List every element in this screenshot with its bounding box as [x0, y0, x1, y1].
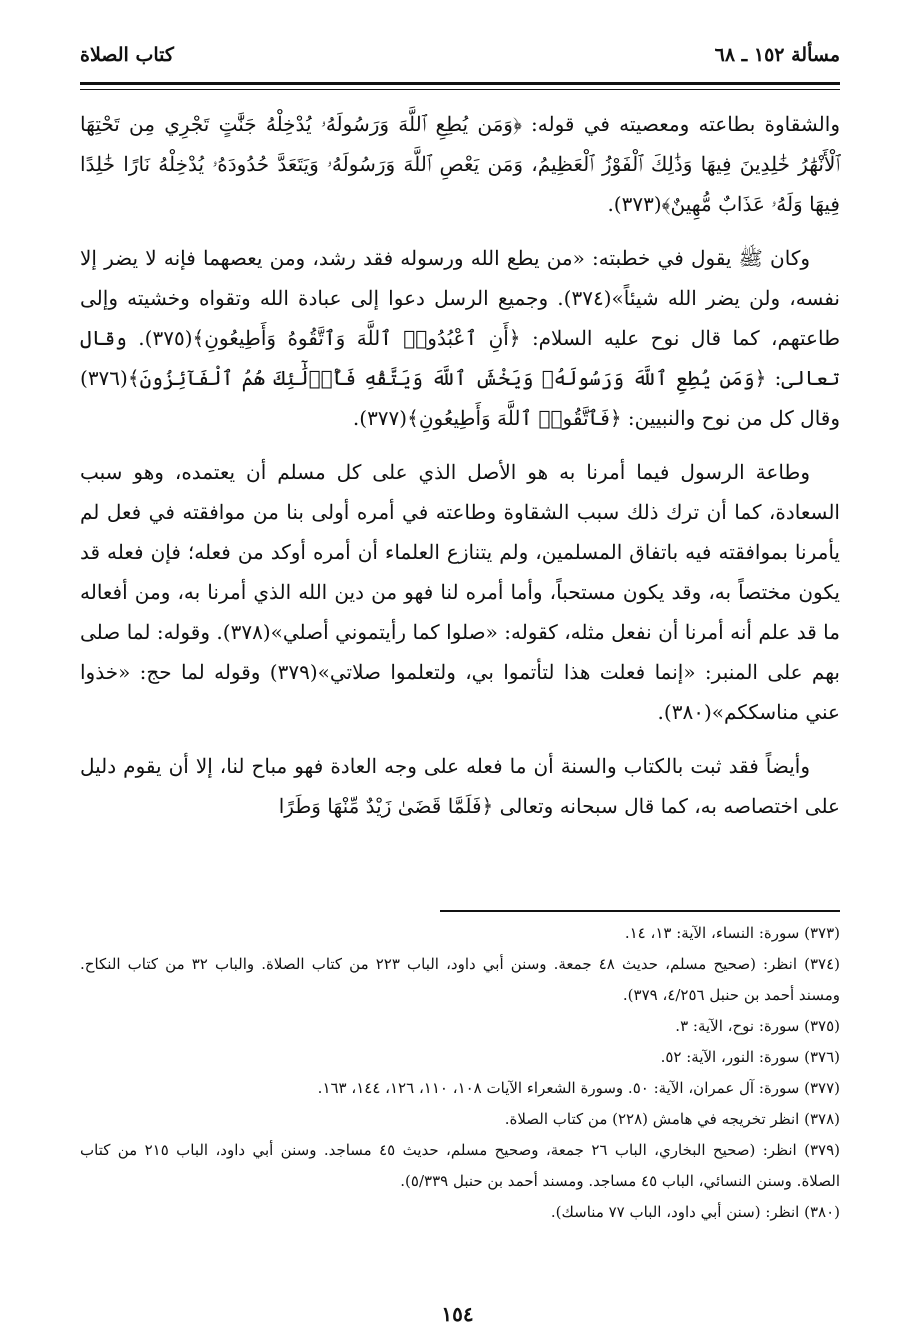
- footnote: (٣٧٧) سورة: آل عمران، الآية: ٥٠. وسورة الشعراء الآيات ١٠٨، ١١٠، ١٢٦، ١٤٤، ١٦٣.: [317, 1079, 840, 1097]
- footnotes: [80, 918, 840, 1228]
- footnote: (٣٨٠) انظر: (سنن أبي داود، الباب ٧٧ مناسك).: [550, 1203, 840, 1221]
- footnote: (٣٧٩) انظر: (صحيح البخاري، الباب ٢٦ جمعة، وصحيح مسلم، حديث ٤٥ مساجد. وسنن أبي داود، الباب ٢١٥ من كتاب الصلاة. وسنن النسائي، الباب ٤٥ مساجد. ومسند أحمد بن حنبل ٥/٣٣٩).: [80, 1141, 840, 1190]
- footnote-separator: [440, 910, 840, 912]
- body-paragraph: والشقاوة بطاعته ومعصيته في قوله: ﴿وَمَن يُطِعِ ٱللَّهَ وَرَسُولَهُۥ يُدْخِلْهُ جَنَّٰتٍ تَجْرِي مِن تَحْتِهَا ٱلْأَنْهَٰرُ خَٰلِدِينَ فِيهَا وَذَٰلِكَ ٱلْفَوْزُ ٱلْعَظِيمُ، وَمَن يَعْصِ ٱللَّهَ وَرَسُولَهُۥ وَيَتَعَدَّ حُدُودَهُۥ يُدْخِلْهُ نَارًا خَٰلِدًا فِيهَا وَلَهُۥ عَذَابٌ مُّهِينٌ﴾(٣٧٣).: [80, 112, 840, 216]
- body-paragraph: وكان ﷺ يقول في خطبته: «من يطع الله ورسوله فقد رشد، ومن يعصهما فإنه لا يضر إلا نفسه، ولن يضر الله شيئاً»(٣٧٤). وجميع الرسل دعوا إلى عبادة الله وتقواه وخشيته وإلى طاعتهم، كما قال نوح عليه السلام: ﴿أَنِ ٱعْبُدُوا۟ ٱللَّهَ وَٱتَّقُوهُ وَأَطِيعُونِ﴾(٣٧٥). وقال تعالى: ﴿وَمَن يُطِعِ ٱللَّهَ وَرَسُولَهُۥ وَيَخْشَ ٱللَّهَ وَيَتَّقْهِ فَأُو۟لَٰٓئِكَ هُمُ ٱلْفَآئِزُونَ﴾(٣٧٦) وقال كل من نوح والنبيين: ﴿فَٱتَّقُوا۟ ٱللَّهَ وَأَطِيعُونِ﴾(٣٧٧).: [80, 246, 840, 430]
- page-header: [80, 40, 840, 74]
- body-paragraph: وطاعة الرسول فيما أمرنا به هو الأصل الذي على كل مسلم أن يعتمده، وهو سبب السعادة، كما أن ترك ذلك سبب الشقاوة وطاعته في أمره أولى بنا من موافقته في فعل لم يأمرنا بموافقته فيه باتفاق المسلمين، ولم يتنازع العلماء أن أمره أوكد من فعله؛ فإن فعله قد يكون مختصاً به، وقد يكون مستحباً، وأما أمره لنا فهو من دين الله الذي أمرنا به، ومن أفعاله ما قد علم أنه أمرنا أن نفعل مثله، كقوله: «صلوا كما رأيتموني أصلي»(٣٧٨). وقوله: لما صلى بهم على المنبر: «إنما فعلت هذا لتأتموا بي، ولتعلموا صلاتي»(٣٧٩) وقوله لما حج: «خذوا عني مناسككم»(٣٨٠).: [80, 460, 840, 724]
- header-rule-thin: [80, 89, 840, 90]
- page-number: ١٥٤: [441, 1302, 474, 1326]
- footnote: (٣٧٣) سورة: النساء، الآية: ١٣، ١٤.: [624, 924, 840, 942]
- footnote: (٣٧٤) انظر: (صحيح مسلم، حديث ٤٨ جمعة. وسنن أبي داود، الباب ٢٢٣ من كتاب الصلاة. والباب ٣٢ من كتاب النكاح. ومسند أحمد بن حنبل ٤/٢٥٦، ٣٧٩).: [80, 955, 841, 1004]
- book-title: كتاب الصلاة: [80, 44, 174, 66]
- header-rule-thick: [80, 82, 840, 85]
- body-paragraph: وأيضاً فقد ثبت بالكتاب والسنة أن ما فعله على وجه العادة فهو مباح لنا، إلا أن يقوم دليل على اختصاصه به، كما قال سبحانه وتعالى ﴿فَلَمَّا قَضَىٰ زَيْدٌ مِّنْهَا وَطَرًا: [80, 754, 840, 818]
- footnote: (٣٧٦) سورة: النور، الآية: ٥٢.: [660, 1048, 840, 1066]
- main-text: [80, 104, 840, 840]
- section-label: مسألة ١٥٢ ـ ٦٨: [714, 44, 840, 66]
- footnote: (٣٧٨) انظر تخريجه في هامش (٢٢٨) من كتاب الصلاة.: [504, 1110, 840, 1128]
- footnote: (٣٧٥) سورة: نوح، الآية: ٣.: [675, 1017, 840, 1035]
